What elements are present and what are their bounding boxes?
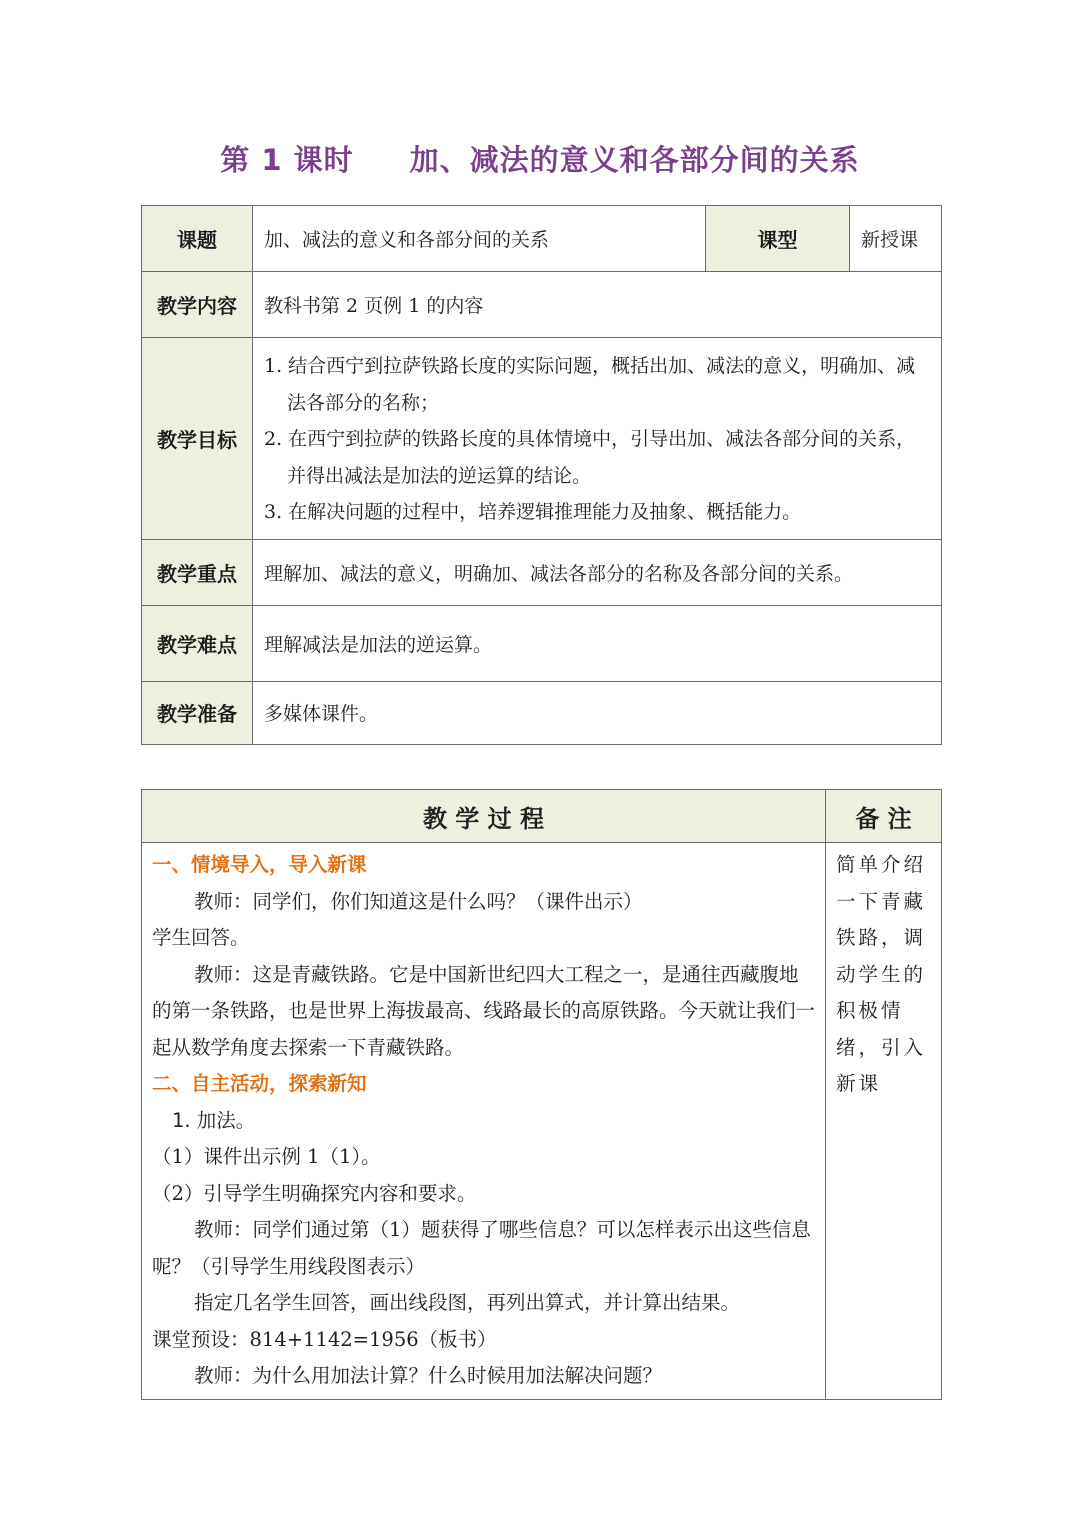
prep-row — [142, 681, 942, 744]
section-heading: 二、自主活动，探索新知 — [152, 1072, 367, 1095]
paragraph: 教师：为什么用加法计算？什么时候用加法解决问题？ — [194, 1364, 663, 1387]
content-label: 教学内容 — [142, 272, 253, 338]
lesson-info-table — [141, 205, 942, 745]
content-value: 教科书第 2 页例 1 的内容 — [253, 272, 942, 338]
goal-item: 3. 在解决问题的过程中，培养逻辑推理能力及抽象、概括能力。 — [264, 501, 802, 523]
type-label: 课型 — [706, 206, 850, 272]
goals-row — [142, 338, 942, 540]
type-value: 新授课 — [850, 206, 942, 272]
process-header-row — [142, 790, 942, 843]
goal-item: 2. 在西宁到拉萨的铁路长度的具体情境中，引导出加、减法各部分间的关系，并得出减法是加法的逆运算的结论。 — [264, 428, 916, 487]
key-label: 教学重点 — [142, 539, 253, 605]
prep-value: 多媒体课件。 — [253, 681, 942, 744]
paragraph: 教师：同学们通过第（1）题获得了哪些信息？可以怎样表示出这些信息呢？（引导学生用线段图表示） — [152, 1218, 811, 1278]
key-row — [142, 539, 942, 605]
section-heading: 一、情境导入，导入新课 — [152, 853, 367, 876]
key-value: 理解加、减法的意义，明确加、减法各部分的名称及各部分间的关系。 — [253, 539, 942, 605]
paragraph: 教师：同学们，你们知道这是什么吗？（课件出示） — [194, 889, 643, 913]
subheading: 1. 加法。 — [172, 1108, 256, 1132]
paragraph: 课堂预设：814+1142=1956（板书） — [152, 1327, 497, 1351]
teaching-process-table — [141, 789, 942, 1400]
paragraph: （2）引导学生明确探究内容和要求。 — [152, 1181, 477, 1205]
subject-label: 课题 — [142, 206, 253, 272]
difficulty-row — [142, 605, 942, 681]
goals-label: 教学目标 — [142, 338, 253, 540]
process-header: 教 学 过 程 — [142, 790, 826, 843]
prep-label: 教学准备 — [142, 681, 253, 744]
difficulty-label: 教学难点 — [142, 605, 253, 681]
lesson-number: 第 1 课时 — [220, 143, 354, 177]
content-row — [142, 272, 942, 338]
paragraph: （1）课件出示例 1（1）。 — [152, 1145, 381, 1168]
goals-list — [253, 338, 942, 540]
goal-item: 1. 结合西宁到拉萨铁路长度的实际问题，概括出加、减法的意义，明确加、减法各部分的名称； — [264, 355, 916, 414]
paragraph: 学生回答。 — [152, 926, 250, 949]
subject-row — [142, 206, 942, 272]
note-content: 简单介绍一下青藏铁路，调动学生的积极情绪，引入新课 — [826, 843, 942, 1400]
note-header: 备 注 — [826, 790, 942, 843]
process-body-row — [142, 843, 942, 1400]
process-content — [142, 843, 826, 1400]
paragraph: 教师：这是青藏铁路。它是中国新世纪四大工程之一，是通往西藏腹地的第一条铁路，也是世界上海拔最高、线路最长的高原铁路。今天就让我们一起从数学角度去探索一下青藏铁路。 — [152, 962, 816, 1059]
subject-value: 加、减法的意义和各部分间的关系 — [253, 206, 706, 272]
paragraph: 指定几名学生回答，画出线段图，再列出算式，并计算出结果。 — [194, 1291, 741, 1314]
page-title — [0, 138, 1080, 179]
lesson-topic: 加、减法的意义和各部分间的关系 — [409, 143, 860, 177]
difficulty-value: 理解减法是加法的逆运算。 — [253, 605, 942, 681]
